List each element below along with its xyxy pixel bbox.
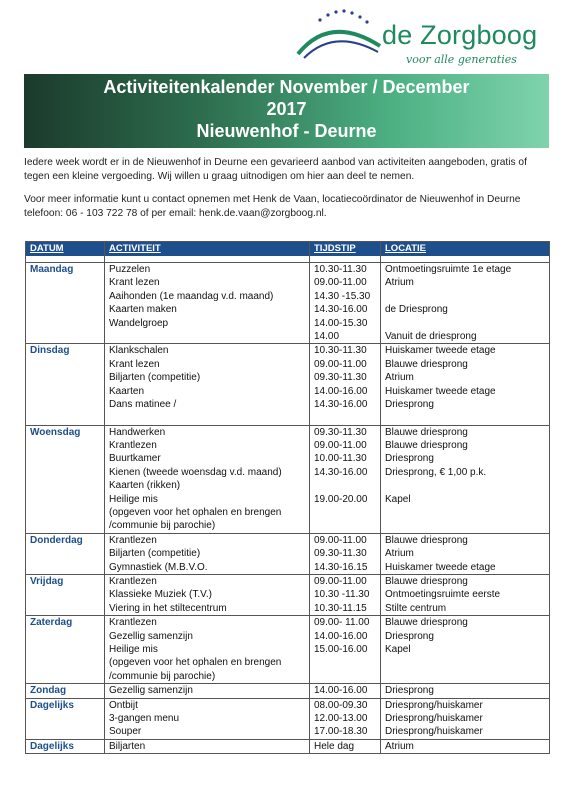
time-text: 19.00-20.00 [314, 493, 368, 505]
location-text: Driesprong/huiskamer [385, 712, 483, 724]
activity-text: (opgeven voor het ophalen en brengen [109, 507, 282, 519]
time-text: 09.00-11.00 [314, 358, 367, 370]
activity-text: Krantlezen [109, 617, 157, 629]
table-row [26, 533, 550, 574]
activity-text: Krantlezen [109, 534, 157, 546]
time-text: 14.30 -15.30 [314, 290, 371, 302]
day-cell [26, 263, 105, 344]
location-cell [381, 684, 550, 698]
location-text: Driesprong [385, 398, 434, 410]
activity-cell [105, 263, 310, 344]
time-text: 09.00-11.00 [314, 440, 367, 452]
location-text: Huiskamer tweede etage [385, 345, 496, 357]
time-text: 15.00-16.00 [314, 643, 368, 655]
location-text: Blauwe driesprong [385, 440, 468, 452]
activity-text: Aaihonden (1e maandag v.d. maand) [109, 290, 274, 302]
location-text: Huiskamer tweede etage [385, 385, 496, 397]
table-header-row [26, 242, 550, 257]
activity-text: Kaarten (rikken) [109, 480, 181, 492]
location-text: Atrium [385, 372, 414, 384]
time-text: 09.00-11.00 [314, 534, 367, 546]
table-row [26, 344, 550, 425]
time-text [314, 519, 376, 532]
location-text: Stilte centrum [385, 602, 447, 614]
activity-table [25, 241, 550, 754]
table-row [26, 263, 550, 344]
time-text: 14.00-16.00 [314, 385, 368, 397]
table-row [26, 616, 550, 684]
location-text: Vanuit de driesprong [385, 330, 477, 342]
time-text: 08.00-09.30 [314, 699, 368, 711]
activity-cell [105, 425, 310, 533]
location-cell [381, 425, 550, 533]
contact-paragraph: Voor meer informatie kunt u contact opnemen met Henk de Vaan, locatiecoördinator de Nieuwenhof in Deurne telefoon: 06 - 103 722 78 of per email: henk.de.vaan@zorgboog.nl. [24, 194, 521, 219]
time-text: 14.30-16.15 [314, 561, 368, 573]
location-text: Blauwe driesprong [385, 575, 468, 587]
location-text: Kapel [385, 493, 411, 505]
location-text: Blauwe driesprong [385, 534, 468, 546]
activity-text: Krantlezen [109, 440, 157, 452]
location-text: Driesprong/huiskamer [385, 699, 483, 711]
day-label: Dagelijks [30, 699, 74, 711]
time-cell [310, 425, 381, 533]
activity-text [109, 411, 305, 424]
activity-text: Dans matinee / [109, 398, 177, 410]
activity-text [109, 330, 305, 343]
activity-text: Souper [109, 726, 142, 738]
location-text [385, 670, 545, 683]
activity-cell [105, 739, 310, 753]
time-text: 10.30-11.30 [314, 264, 367, 275]
location-cell [381, 344, 550, 425]
activity-text: /communie bij parochie) [109, 670, 216, 682]
column-header-locatie: LOCATIE [381, 242, 550, 257]
location-text [385, 317, 545, 330]
activity-text: Viering in het stiltecentrum [109, 602, 227, 614]
location-text [385, 519, 545, 532]
activity-text: Klankschalen [109, 345, 169, 357]
time-text: 14.30-16.00 [314, 304, 368, 316]
location-text: Driesprong [385, 630, 434, 642]
day-label: Vrijdag [30, 575, 64, 587]
time-cell [310, 684, 381, 698]
time-text: 09.30-11.30 [314, 426, 367, 438]
table-row [26, 739, 550, 753]
logo-arc-icon [290, 6, 390, 66]
activity-text: /communie bij parochie) [109, 520, 216, 532]
location-text: Atrium [385, 277, 414, 289]
location-text [385, 479, 545, 492]
time-cell [310, 698, 381, 739]
time-cell [310, 616, 381, 684]
activity-text: Krantlezen [109, 575, 157, 587]
activity-text: Biljarten (competitie) [109, 372, 201, 384]
activity-text: Wandelgroep [109, 317, 169, 329]
time-text: 14.30-16.00 [314, 466, 368, 478]
activity-cell [105, 533, 310, 574]
location-text: Driesprong [385, 685, 434, 697]
time-text [314, 656, 376, 669]
day-cell [26, 684, 105, 698]
time-cell [310, 533, 381, 574]
activity-text: Klassieke Muziek (T.V.) [109, 589, 212, 601]
activity-text: Kaarten [109, 385, 145, 397]
location-text: Ontmoetingsruimte 1e etage [385, 264, 512, 275]
location-text: Blauwe driesprong [385, 358, 468, 370]
day-label: Dinsdag [30, 345, 70, 357]
column-header-activiteit: ACTIVITEIT [105, 242, 310, 257]
day-cell [26, 698, 105, 739]
time-text: 09.30-11.30 [314, 548, 367, 560]
activity-cell [105, 616, 310, 684]
activity-text: Kaarten maken [109, 304, 177, 316]
time-text [314, 670, 376, 683]
activity-text: Gezellig samenzijn [109, 685, 193, 697]
location-cell [381, 616, 550, 684]
time-text: 10.00-11.30 [314, 453, 367, 465]
activity-text: Heilige mis [109, 643, 158, 655]
location-text: Driesprong, € 1,00 p.k. [385, 466, 487, 478]
logo [290, 6, 550, 70]
time-text: 14.00-16.00 [314, 685, 368, 697]
activity-text: Ontbijt [109, 699, 138, 711]
activity-text: Krant lezen [109, 277, 160, 289]
day-label: Zondag [30, 685, 67, 697]
location-text: Atrium [385, 548, 414, 560]
day-cell [26, 616, 105, 684]
activity-text: Buurtkamer [109, 453, 161, 465]
day-cell [26, 425, 105, 533]
activity-text: Biljarten (competitie) [109, 548, 201, 560]
location-text: Blauwe driesprong [385, 617, 468, 629]
day-label: Woensdag [30, 426, 81, 438]
time-text [314, 506, 376, 519]
logo-name: de Zorgboog [382, 20, 538, 50]
title-line-2: 2017 [266, 99, 307, 119]
activity-text: Gezellig samenzijn [109, 630, 193, 642]
time-cell [310, 344, 381, 425]
activity-cell [105, 698, 310, 739]
time-text: 10.30-11.15 [314, 602, 367, 614]
column-header-datum: DATUM [26, 242, 105, 257]
time-text: 09.00-11.00 [314, 277, 367, 289]
page-title [24, 76, 549, 142]
table-row [26, 698, 550, 739]
time-cell [310, 263, 381, 344]
column-header-tijdstip: TIJDSTIP [310, 242, 381, 257]
location-text: Kapel [385, 643, 411, 655]
location-text: Ontmoetingsruimte eerste [385, 589, 501, 601]
table-row [26, 684, 550, 698]
time-text: 10.30-11.30 [314, 345, 367, 357]
time-text: 10.30 -11.30 [314, 589, 370, 601]
activity-cell [105, 344, 310, 425]
location-cell [381, 533, 550, 574]
intro-text [24, 156, 549, 230]
location-cell [381, 574, 550, 615]
activity-text: Biljarten [109, 740, 146, 752]
time-text: 14.00-16.00 [314, 630, 368, 642]
table-row [26, 425, 550, 533]
location-text: Driesprong [385, 453, 434, 465]
activity-text: Handwerken [109, 426, 166, 438]
time-cell [310, 574, 381, 615]
day-label: Dagelijks [30, 740, 74, 752]
time-text: 14.30-16.00 [314, 398, 368, 410]
location-text [385, 411, 545, 424]
location-text [385, 656, 545, 669]
time-text [314, 479, 376, 492]
time-text: Hele dag [314, 740, 355, 752]
table-row [26, 574, 550, 615]
location-text: Blauwe driesprong [385, 426, 468, 438]
location-text: Huiskamer tweede etage [385, 561, 496, 573]
activity-text: 3-gangen menu [109, 712, 180, 724]
day-cell [26, 574, 105, 615]
location-text [385, 290, 545, 303]
time-cell [310, 739, 381, 753]
day-label: Donderdag [30, 534, 83, 546]
title-line-1: Activiteitenkalender November / December [103, 77, 470, 97]
time-text: 09.30-11.30 [314, 372, 367, 384]
time-text: 17.00-18.30 [314, 726, 368, 738]
day-cell [26, 739, 105, 753]
logo-tagline: voor alle generaties [406, 53, 517, 66]
day-label: Zaterdag [30, 617, 73, 629]
activity-cell [105, 684, 310, 698]
intro-paragraph: Iedere week wordt er in de Nieuwenhof in Deurne een gevarieerd aanbod van activiteiten aangeboden, gratis of tegen een kleine vergoeding. Wij willen u graag uitnodigen om hier aan deel te nemen. [24, 157, 527, 182]
location-cell [381, 739, 550, 753]
activity-text: Puzzelen [109, 264, 151, 275]
activity-text: (opgeven voor het ophalen en brengen [109, 657, 282, 669]
day-cell [26, 533, 105, 574]
activity-text: Gymnastiek (M.B.V.O. [109, 561, 208, 573]
time-text: 12.00-13.00 [314, 712, 368, 724]
location-cell [381, 698, 550, 739]
time-text: 14.00-15.30 [314, 317, 368, 329]
activity-text: Kienen (tweede woensdag v.d. maand) [109, 466, 282, 478]
time-text [314, 411, 376, 424]
time-text: 09.00-11.00 [314, 575, 367, 587]
location-text: Driesprong/huiskamer [385, 726, 483, 738]
time-text: 09.00- 11.00 [314, 617, 370, 629]
location-text: Atrium [385, 740, 414, 752]
activity-text: Krant lezen [109, 358, 160, 370]
title-line-3: Nieuwenhof - Deurne [196, 121, 377, 141]
day-label: Maandag [30, 264, 74, 275]
location-text: de Driesprong [385, 304, 448, 316]
location-cell [381, 263, 550, 344]
day-cell [26, 344, 105, 425]
time-text: 14.00 [314, 330, 340, 342]
activity-cell [105, 574, 310, 615]
location-text [385, 506, 545, 519]
table-body [26, 256, 550, 754]
activity-text: Heilige mis [109, 493, 158, 505]
